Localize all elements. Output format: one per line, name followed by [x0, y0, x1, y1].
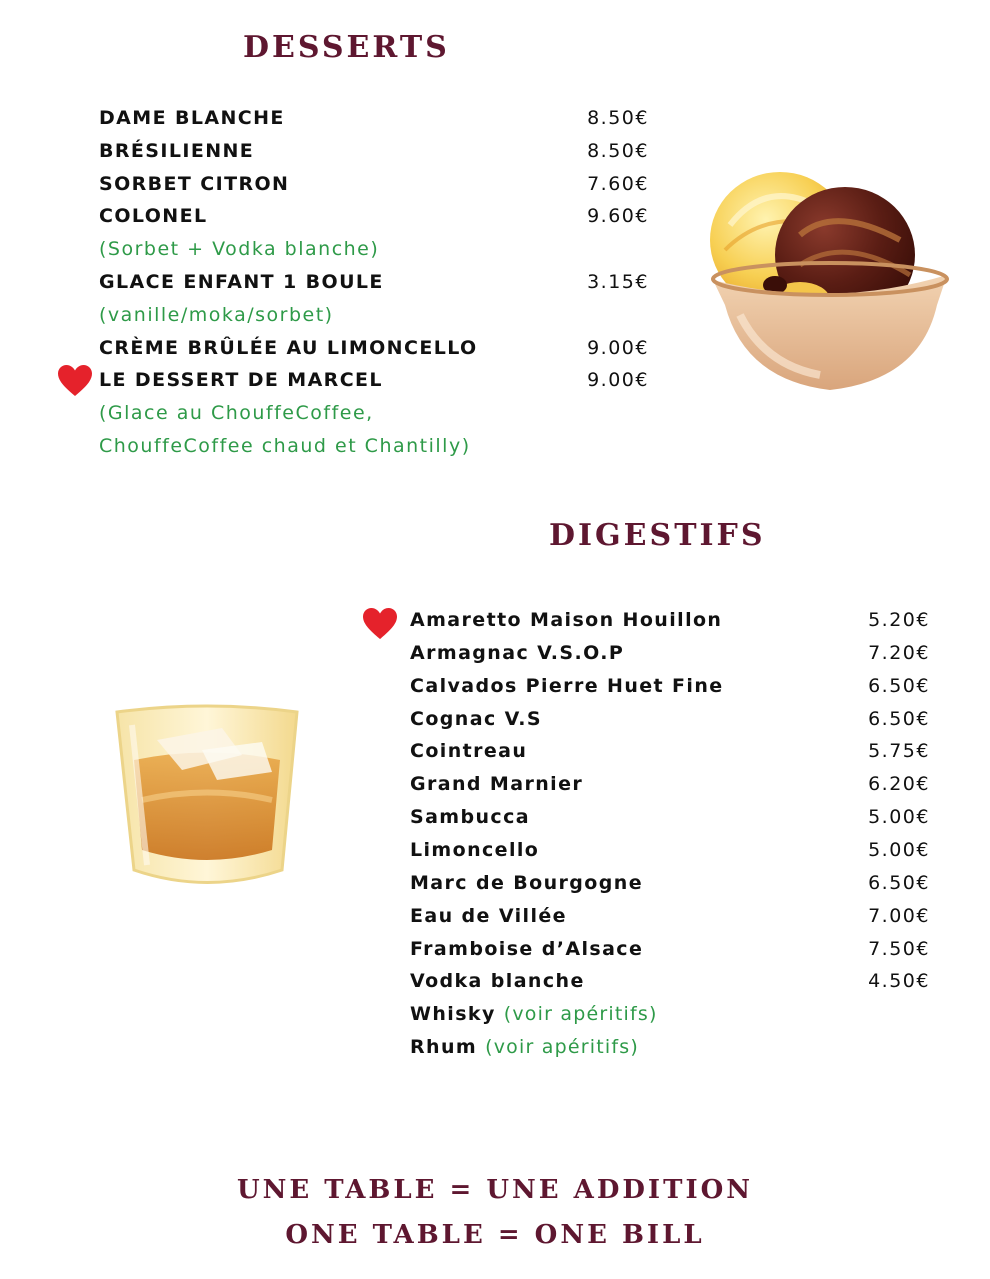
digestif-item	[0, 999, 990, 1029]
digestif-item	[0, 1032, 990, 1062]
whisky-glass-icon	[112, 700, 302, 895]
digestif-price: 6.50€	[868, 674, 930, 697]
digestif-name-text: Calvados Pierre Huet Fine	[410, 674, 724, 697]
dessert-item	[99, 333, 649, 363]
digestif-item	[0, 638, 990, 668]
digestif-name-text: Framboise d’Alsace	[410, 937, 644, 960]
digestif-name-text: Grand Marnier	[410, 773, 584, 796]
dessert-price: 8.50€	[587, 139, 649, 162]
dessert-price: 3.15€	[587, 271, 649, 293]
digestif-name-text: Rhum	[410, 1036, 478, 1059]
digestif-price: 5.00€	[868, 806, 930, 829]
dessert-item	[99, 169, 649, 199]
dessert-name: DAME BLANCHE	[99, 107, 285, 129]
dessert-note	[99, 300, 334, 330]
digestif-item	[0, 934, 990, 964]
digestif-name-text: Sambucca	[410, 806, 530, 829]
digestif-price: 6.50€	[868, 871, 930, 894]
dessert-note-text: (vanille/moka/sorbet)	[99, 303, 334, 326]
digestif-item	[0, 605, 990, 635]
dessert-price: 9.00€	[587, 369, 649, 392]
dessert-note	[99, 398, 374, 428]
digestif-note: (voir apéritifs)	[485, 1036, 639, 1059]
digestif-price: 6.20€	[868, 773, 930, 796]
dessert-item	[99, 136, 649, 166]
digestif-name	[410, 999, 658, 1029]
dessert-name: GLACE ENFANT 1 BOULE	[99, 271, 384, 293]
dessert-note	[99, 234, 379, 264]
digestif-price: 7.50€	[868, 937, 930, 960]
dessert-item	[99, 365, 649, 395]
digestif-price: 5.75€	[868, 740, 930, 763]
dessert-note	[99, 431, 471, 461]
dessert-name: BRÉSILIENNE	[99, 139, 255, 162]
footer-line-2: ONE TABLE = ONE BILL	[285, 1220, 705, 1250]
ice-cream-bowl-icon	[705, 165, 955, 400]
dessert-note-text: ChouffeCoffee chaud et Chantilly)	[99, 435, 471, 457]
dessert-price: 7.60€	[587, 172, 649, 195]
digestif-item	[0, 966, 990, 996]
dessert-note-text: (Sorbet + Vodka blanche)	[99, 238, 380, 261]
digestif-item	[0, 901, 990, 931]
digestif-name-text: Whisky	[410, 1003, 496, 1026]
footer-line-1: UNE TABLE = UNE ADDITION	[236, 1175, 754, 1205]
dessert-name: CRÈME BRÛLÉE AU LIMONCELLO	[99, 336, 478, 359]
dessert-item	[99, 267, 649, 297]
dessert-item	[99, 103, 649, 133]
digestif-price: 5.00€	[868, 838, 930, 861]
digestif-note: (voir apéritifs)	[503, 1003, 658, 1026]
digestif-name-text: Limoncello	[410, 838, 540, 861]
heart-icon	[362, 607, 398, 641]
digestif-price: 5.20€	[868, 609, 930, 631]
digestif-price: 7.20€	[868, 641, 930, 664]
dessert-price: 8.50€	[587, 107, 649, 129]
dessert-name: LE DESSERT DE MARCEL	[99, 369, 383, 392]
heart-icon	[57, 364, 93, 398]
dessert-name: COLONEL	[99, 205, 208, 228]
digestif-price: 7.00€	[868, 904, 930, 927]
dessert-name: SORBET CITRON	[99, 172, 290, 195]
digestif-name-text: Eau de Villée	[410, 904, 567, 927]
digestif-price: 6.50€	[868, 707, 930, 730]
dessert-price: 9.60€	[587, 205, 649, 228]
digestif-name-text: Amaretto Maison Houillon	[410, 609, 723, 631]
digestif-name-text: Vodka blanche	[410, 970, 585, 993]
digestif-name-text: Marc de Bourgogne	[410, 871, 643, 894]
digestif-name-text: Armagnac V.S.O.P	[410, 641, 625, 664]
digestif-item	[0, 671, 990, 701]
digestif-name-text: Cognac V.S	[410, 707, 542, 730]
dessert-note-text: (Glace au ChouffeCoffee,	[99, 402, 374, 425]
digestifs-title: DIGESTIFS	[549, 518, 766, 553]
digestif-name	[410, 1032, 639, 1062]
digestif-name-text: Cointreau	[410, 740, 528, 763]
dessert-item	[99, 201, 649, 231]
dessert-price: 9.00€	[587, 336, 649, 359]
desserts-title: DESSERTS	[243, 30, 450, 65]
digestif-price: 4.50€	[868, 970, 930, 993]
